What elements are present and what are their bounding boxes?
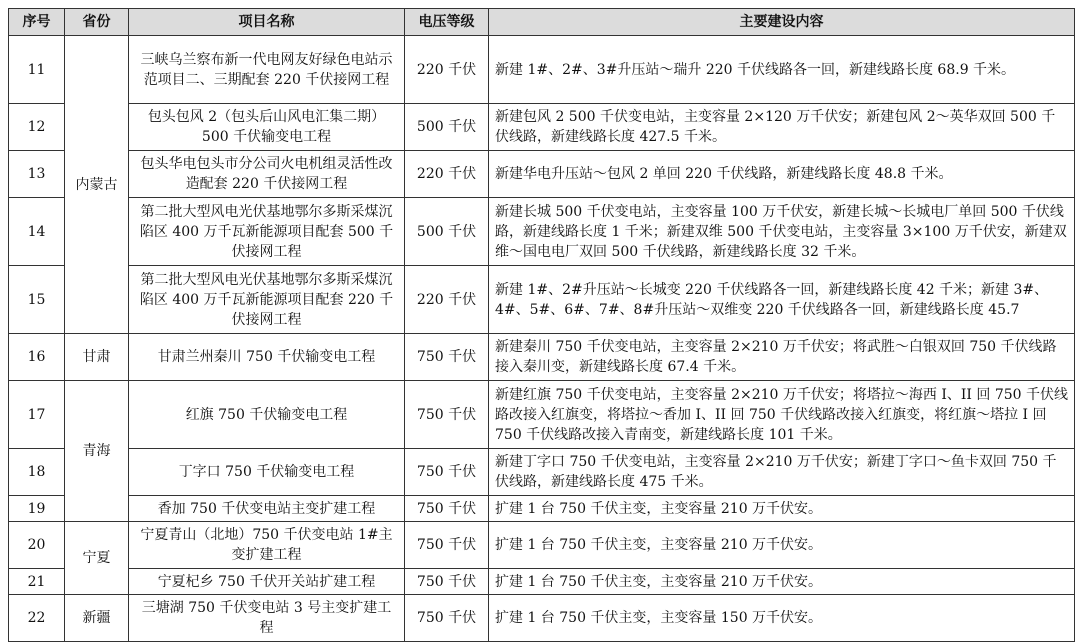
table-row — [9, 151, 1075, 198]
project-name: 包头华电包头市分公司火电机组灵活性改造配套 220 千伏接网工程 — [129, 151, 405, 198]
construction-content: 新建华电升压站～包风 2 单回 220 千伏线路，新建线路长度 48.8 千米。 — [489, 151, 1075, 198]
table-row — [9, 449, 1075, 496]
table-row — [9, 36, 1075, 104]
row-number: 15 — [9, 266, 65, 334]
row-number: 20 — [9, 522, 65, 569]
project-name: 红旗 750 千伏输变电工程 — [129, 381, 405, 449]
construction-content: 新建 1#、2#升压站～长城变 220 千伏线路各一回，新建线路长度 42 千米；新建 3#、4#、5#、6#、7#、8#升压站～双维变 220 千伏线路各一回，新建线路长度 45.7 — [489, 266, 1075, 334]
table-row — [9, 522, 1075, 569]
voltage-level: 750 千伏 — [405, 449, 489, 496]
construction-content: 扩建 1 台 750 千伏主变，主变容量 210 万千伏安。 — [489, 496, 1075, 522]
voltage-level: 750 千伏 — [405, 569, 489, 595]
construction-content: 扩建 1 台 750 千伏主变，主变容量 210 万千伏安。 — [489, 569, 1075, 595]
table-row — [9, 381, 1075, 449]
construction-content: 新建红旗 750 千伏变电站，主变容量 2×210 万千伏安；将塔拉～海西 I、II 回 750 千伏线路改接入红旗变，将塔拉～香加 I、II 回 750 千伏线路改接入红旗变，将红旗～塔拉 I 回 750 千伏线路改接入青南变，新建线路长度 101 千米。 — [489, 381, 1075, 449]
voltage-level: 750 千伏 — [405, 595, 489, 642]
table-row — [9, 595, 1075, 642]
project-name: 三塘湖 750 千伏变电站 3 号主变扩建工程 — [129, 595, 405, 642]
voltage-level: 220 千伏 — [405, 266, 489, 334]
construction-content: 新建长城 500 千伏变电站，主变容量 100 万千伏安，新建长城～长城电厂单回 500 千伏线路，新建线路长度 1 千米；新建双维 500 千伏变电站，主变容量 3×100 万千伏安，新建双维～国电电厂双回 500 千伏线路，新建线路长度 32 千米。 — [489, 198, 1075, 266]
construction-content: 新建丁字口 750 千伏变电站，主变容量 2×210 万千伏安；新建丁字口～鱼卡双回 750 千伏线路，新建线路长度 475 千米。 — [489, 449, 1075, 496]
project-name: 宁夏杞乡 750 千伏开关站扩建工程 — [129, 569, 405, 595]
voltage-level: 750 千伏 — [405, 381, 489, 449]
project-name: 香加 750 千伏变电站主变扩建工程 — [129, 496, 405, 522]
table-row — [9, 496, 1075, 522]
province-cell: 内蒙古 — [65, 36, 129, 334]
header-no: 序号 — [9, 9, 65, 36]
row-number: 12 — [9, 104, 65, 151]
construction-content: 新建包风 2 500 千伏变电站，主变容量 2×120 万千伏安；新建包风 2～英华双回 500 千伏线路，新建线路长度 427.5 千米。 — [489, 104, 1075, 151]
province-cell: 青海 — [65, 381, 129, 522]
project-table — [8, 8, 1075, 642]
header-row — [9, 9, 1075, 36]
project-name: 三峡乌兰察布新一代电网友好绿色电站示范项目二、三期配套 220 千伏接网工程 — [129, 36, 405, 104]
row-number: 17 — [9, 381, 65, 449]
province-cell: 宁夏 — [65, 522, 129, 595]
row-number: 13 — [9, 151, 65, 198]
project-name: 第二批大型风电光伏基地鄂尔多斯采煤沉陷区 400 万千瓦新能源项目配套 220 千伏接网工程 — [129, 266, 405, 334]
row-number: 16 — [9, 334, 65, 381]
project-table-container — [8, 8, 1074, 642]
project-name: 包头包风 2（包头后山风电汇集二期）500 千伏输变电工程 — [129, 104, 405, 151]
project-name: 丁字口 750 千伏输变电工程 — [129, 449, 405, 496]
row-number: 11 — [9, 36, 65, 104]
table-row — [9, 266, 1075, 334]
voltage-level: 220 千伏 — [405, 36, 489, 104]
project-name: 第二批大型风电光伏基地鄂尔多斯采煤沉陷区 400 万千瓦新能源项目配套 500 千伏接网工程 — [129, 198, 405, 266]
province-cell: 新疆 — [65, 595, 129, 642]
row-number: 22 — [9, 595, 65, 642]
table-row — [9, 569, 1075, 595]
construction-content: 扩建 1 台 750 千伏主变，主变容量 150 万千伏安。 — [489, 595, 1075, 642]
voltage-level: 500 千伏 — [405, 198, 489, 266]
voltage-level: 220 千伏 — [405, 151, 489, 198]
construction-content: 新建秦川 750 千伏变电站，主变容量 2×210 万千伏安；将武胜～白银双回 750 千伏线路接入秦川变，新建线路长度 67.4 千米。 — [489, 334, 1075, 381]
voltage-level: 750 千伏 — [405, 334, 489, 381]
table-row — [9, 198, 1075, 266]
row-number: 19 — [9, 496, 65, 522]
construction-content: 扩建 1 台 750 千伏主变，主变容量 210 万千伏安。 — [489, 522, 1075, 569]
header-voltage: 电压等级 — [405, 9, 489, 36]
project-name: 甘肃兰州秦川 750 千伏输变电工程 — [129, 334, 405, 381]
row-number: 18 — [9, 449, 65, 496]
header-province: 省份 — [65, 9, 129, 36]
header-project: 项目名称 — [129, 9, 405, 36]
construction-content: 新建 1#、2#、3#升压站～瑞升 220 千伏线路各一回，新建线路长度 68.9 千米。 — [489, 36, 1075, 104]
voltage-level: 500 千伏 — [405, 104, 489, 151]
table-row — [9, 334, 1075, 381]
voltage-level: 750 千伏 — [405, 522, 489, 569]
voltage-level: 750 千伏 — [405, 496, 489, 522]
header-content: 主要建设内容 — [489, 9, 1075, 36]
row-number: 21 — [9, 569, 65, 595]
row-number: 14 — [9, 198, 65, 266]
project-name: 宁夏青山（北地）750 千伏变电站 1#主变扩建工程 — [129, 522, 405, 569]
province-cell: 甘肃 — [65, 334, 129, 381]
table-row — [9, 104, 1075, 151]
